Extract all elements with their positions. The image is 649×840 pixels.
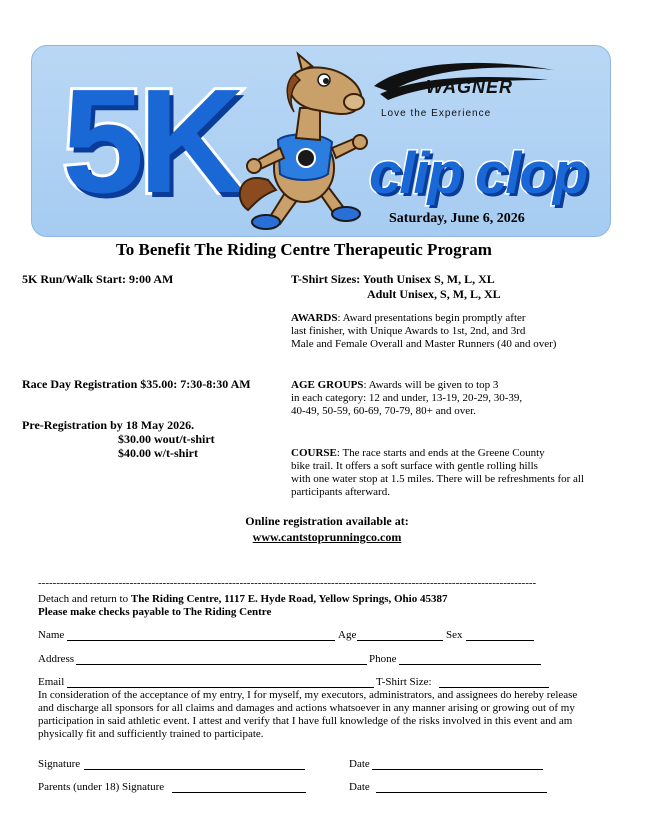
phone-label: Phone	[369, 653, 397, 665]
pre-registration: Pre-Registration by 18 May 2026.	[22, 418, 195, 432]
parent-signature-field[interactable]	[172, 792, 306, 793]
wagner-tagline: Love the Experience	[381, 108, 492, 119]
signature-field[interactable]	[84, 769, 305, 770]
tshirt-size-label: T-Shirt Size:	[376, 676, 432, 688]
age-groups-block: AGE GROUPS: Awards will be given to top 3 in each category: 12 and under, 13-19, 20-29, 30-39, 40-49, 50-59, 60-69, 70-79, 80+ and over.	[291, 379, 523, 417]
benefit-title: To Benefit The Riding Centre Therapeutic Program	[116, 240, 492, 259]
race-day-registration: Race Day Registration $35.00: 7:30-8:30 AM	[22, 377, 251, 391]
email-label: Email	[38, 676, 65, 688]
price-with-shirt: $40.00 w/t-shirt	[118, 446, 198, 460]
signature-label: Signature	[38, 758, 81, 770]
address-field[interactable]	[76, 664, 367, 665]
banner-5k-text: 5K	[62, 59, 240, 224]
address-label: Address	[38, 653, 75, 665]
detach-dashed-line: ----------------------------------------------------------------------------------------------------------------------------------------	[38, 577, 537, 589]
age-label: Age	[338, 629, 357, 641]
parent-date-field[interactable]	[376, 792, 547, 793]
detach-instructions: Detach and return to The Riding Centre, 1117 E. Hyde Road, Yellow Springs, Ohio 45387	[38, 593, 448, 605]
event-banner	[31, 45, 611, 237]
online-registration-note: Online registration available at:	[245, 514, 409, 528]
event-date: Saturday, June 6, 2026	[389, 211, 525, 226]
age-groups-label: AGE GROUPS	[291, 379, 364, 391]
age-field[interactable]	[357, 640, 443, 641]
start-time: 5K Run/Walk Start: 9:00 AM	[22, 272, 174, 286]
name-label: Name	[38, 629, 65, 641]
registration-link[interactable]: www.cantstoprunningco.com	[252, 530, 402, 544]
parent-signature-label: Parents (under 18) Signature	[38, 781, 165, 793]
sex-field[interactable]	[466, 640, 534, 641]
awards-block: AWARDS: Award presentations begin promptly after last finisher, with Unique Awards to 1st, 2nd, and 3rd Male and Female Overall and Master Runners (40 and over)	[291, 312, 557, 350]
running-horse-mascot-icon	[228, 50, 378, 234]
course-label: COURSE	[291, 447, 337, 459]
price-without-shirt: $30.00 wout/t-shirt	[118, 432, 215, 446]
event-name-clip-clop: clip clop	[369, 141, 587, 206]
phone-field[interactable]	[399, 664, 541, 665]
wagner-logo-text: WAGNER	[426, 77, 513, 97]
date-field[interactable]	[372, 769, 543, 770]
course-block: COURSE: The race starts and ends at the Greene County bike trail. It offers a soft surface with gentle rolling hills with one water stop at 1.5 miles. There will be refreshments for all participants afterward.	[291, 447, 585, 498]
tshirt-youth-sizes: T-Shirt Sizes: Youth Unisex S, M, L, XL	[291, 272, 495, 286]
checks-payable: Please make checks payable to The Riding Centre	[38, 606, 272, 618]
tshirt-adult-sizes: Adult Unisex, S, M, L, XL	[367, 287, 501, 301]
liability-waiver: In consideration of the acceptance of my entry, I for myself, my executors, administrators, and assignees do hereby release and discharge all sponsors for all claims and damages and actions whatsoever in any manner arising or growing out of my participation in said athletic event. I attest and verify that I have full knowledge of the risks involved in this event and am physically fit and sufficiently trained to participate.	[38, 689, 578, 740]
email-field[interactable]	[67, 687, 374, 688]
awards-label: AWARDS	[291, 312, 338, 324]
tshirt-size-field[interactable]	[439, 687, 549, 688]
parent-date-label: Date	[349, 781, 370, 793]
date-label: Date	[349, 758, 370, 770]
sex-label: Sex	[446, 629, 463, 641]
name-field[interactable]	[67, 640, 335, 641]
